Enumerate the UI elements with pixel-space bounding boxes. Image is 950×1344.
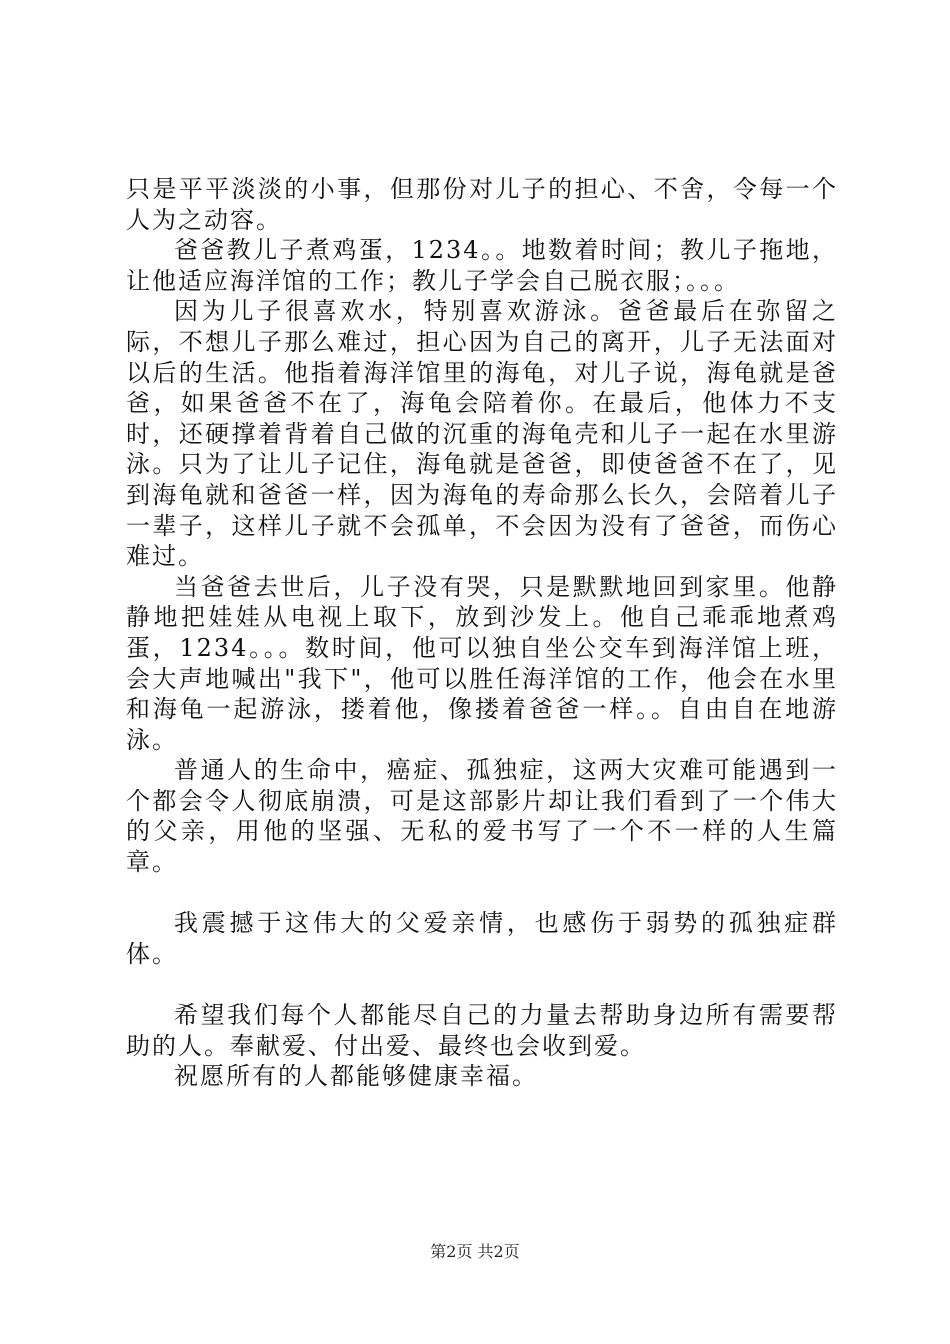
paragraph-wish: 祝愿所有的人都能够健康幸福。 (174, 1062, 538, 1091)
paragraph-hope: 希望我们每个人都能尽自己的力量去帮助身边所有需要帮助的人。奉献爱、付出爱、最终也会收到爱。 (126, 1001, 838, 1060)
paragraph-cooking-eggs: 爸爸教儿子煮鸡蛋，1234。。地数着时间；教儿子拖地，让他适应海洋馆的工作；教儿子学会自己脱衣服；。。。 (126, 236, 838, 295)
paragraph-moved: 我震撼于这伟大的父爱亲情，也感伤于弱势的孤独症群体。 (126, 909, 838, 968)
paragraph-ordinary-life: 普通人的生命中，癌症、孤独症，这两大灾难可能遇到一个都会令人彻底崩溃，可是这部影片却让我们看到了一个伟大的父亲，用他的坚强、无私的爱书写了一个不一样的人生篇章。 (126, 756, 838, 877)
page-number-footer: 第2页 共2页 (430, 1242, 520, 1261)
paragraph-after-father-passed: 当爸爸去世后，儿子没有哭，只是默默地回到家里。他静静地把娃娃从电视上取下，放到沙发上。他自己乖乖地煮鸡蛋，1234。。。数时间，他可以独自坐公交车到海洋馆上班，会大声地喊出"我下"，他可以胜任海洋馆的工作，他会在水里和海龟一起游泳，搂着他，像搂着爸爸一样。。自由自在地游泳。 (126, 572, 838, 754)
paragraph-continuation: 只是平平淡淡的小事，但那份对儿子的担心、不舍，令每一个人为之动容。 (126, 175, 838, 234)
document-body (126, 174, 838, 1092)
paragraph-sea-turtle: 因为儿子很喜欢水，特别喜欢游泳。爸爸最后在弥留之际，不想儿子那么难过，担心因为自己的离开，儿子无法面对以后的生活。他指着海洋馆里的海龟，对儿子说，海龟就是爸爸，如果爸爸不在了，海龟会陪着你。在最后，他体力不支时，还硬撑着背着自己做的沉重的海龟壳和儿子一起在水里游泳。只为了让儿子记住，海龟就是爸爸，即使爸爸不在了，见到海龟就和爸爸一样，因为海龟的寿命那么长久，会陪着儿子一辈子，这样儿子就不会孤单，不会因为没有了爸爸，而伤心难过。 (126, 297, 838, 571)
